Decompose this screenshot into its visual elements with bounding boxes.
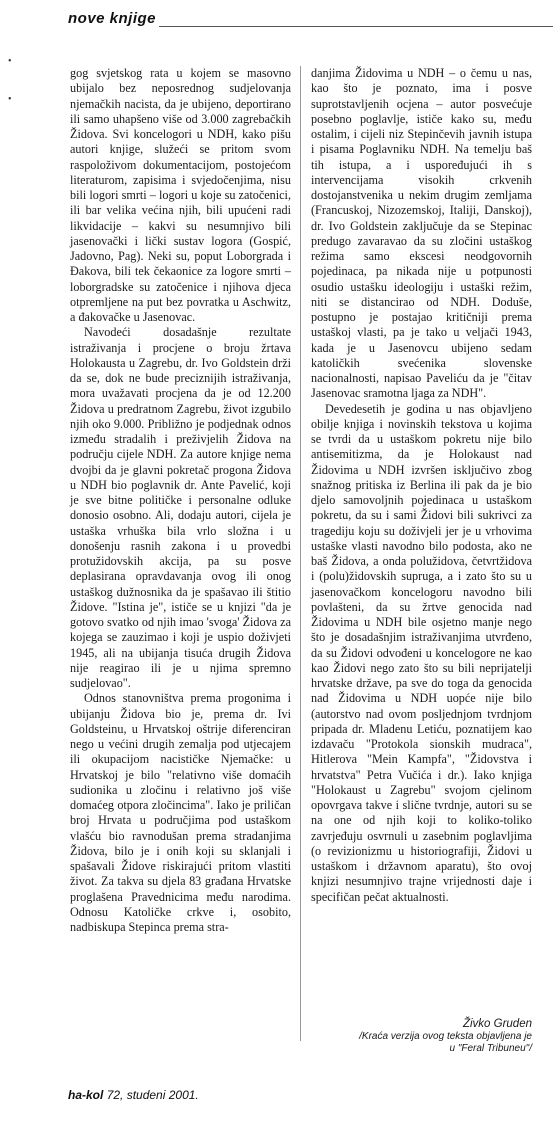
- section-title: nove knjige: [68, 10, 159, 27]
- issue-info: 72, studeni 2001.: [106, 1088, 199, 1102]
- article-paragraph: danjima Židovima u NDH – o čemu u nas, kao što je poznato, ima i posve suprotstavljenih ocjena – autor posvećuje posebno poglavlje, ističe kako su, među ostalim, i cijeli niz Stepinčevih javnih istupa i pisama Poglavniku NDH. Na temelju baš tih istupa, a i uspoređujući ih s intervencijama visokih crkvenih dostojanstvenika u nekim drugim zemljama (Francuskoj, Nizozemskoj, Italiji, Danskoj), dr. Ivo Goldstein zaključuje da se Stepinac predugo zavaravao da su zločini ustaškog režima samo ekscesi neodgovornih pojedinaca, pa nikada nije u potpunosti osudio ustašku ideologiju i ustaški režim, niti se distancirao od NDH. Doduše, postupno je postajao kritičniji prema ustaškoj vlasti, pa je tako u veljači 1943, kada je u Jasenovcu ubijeno sedam katoličkih svećenika slovenske nacionalnosti, napisao Paveliću da je "čitav Jasenovac sramotna ljaga za NDH".: [311, 66, 532, 401]
- article-paragraph: Navodeći dosadašnje rezultate istraživanja i procjene o broju žrtava Holokausta u Zagrebu, dr. Ivo Goldstein drži da se, dok ne bude preciznijih istraživanja, mora uvažavati procjena da je od 12.200 Židova u predratnom Zagrebu, život izgubilo njih oko 9.000. Približno je podjednak odnos između stradalih i preživjelih Židova na području cijele NDH. Za autore knjige nema dvojbi da je glavni pokretač progona Židova u NDH bio poglavnik dr. Ante Pavelić, koji je sve bitne političke i personalne odluke donosio osobno. Ali, dodaju autori, cijela je ustaška vrhuška bila vrlo složna i u donošenju rasnih zakona i u provedbi protužidovskih akcija, pa su posve deplasirana opravdavanja ovog ili onog ustaškog dužnosnika da je spašavao ili štitio Židove. "Istina je", ističe se u knjizi "da je gotovo svatko od njih imao 'svoga' Židova za kojega se zauzimao i koji je uspio doživjeti 1945, ali na ubijanja tisuća drugih Židova nije reagirao ili je u njima spremno sudjelovao".: [70, 325, 291, 690]
- author-name: Živko Gruden: [462, 1018, 532, 1030]
- margin-mark: •: [8, 94, 12, 105]
- article-paragraph: Odnos stanovništva prema progonima i ubijanju Židova bio je, prema dr. Ivi Goldsteinu, u Hrvatskoj oštrije diferenciran nego u većini drugih zemalja pod utjecajem ili okupacijom nacističke Njemačke: u Hrvatskoj je bilo "relativno više domaćih sudionika u zločinu i relativno još više domaćeg otpora zločincima". Iako je priličan broj Hrvata u područjima pod ustaškom vlašću bio ravnodušan prema stradanjima Židova, bilo je i onih koji su sklanjali i spašavali Židove riskirajući pritom vlastiti život. Za takva su djela 83 građana Hrvatske proglašena Pravednicima među narodima. Odnosu Katoličke crkve i, osobito, nadbiskupa Stepinca prema stra-: [70, 691, 291, 934]
- section-header: [68, 10, 553, 32]
- article-column-left: [70, 66, 291, 935]
- article-paragraph: Devedesetih je godina u nas objavljeno obilje knjiga i novinskih tekstova u kojima se tvrdi da u ustaškom pokretu nije bilo antisemitizma, da je Holokaust nad Židovima u NDH izvršen isključivo zbog snažnog pritiska iz Berlina ili pak da je bio djelo samovoljnih pojedinaca u ustaškom pokretu, da su i sami Židovi bili sukrivci za tragediju koju su doživjeli jer je u vrhovima ustaške vlasti navodno bilo podosta, ako ne baš Židova, a onda polužidova, četvrtžidova i (polu)židovskih supruga, a i zato što su u jasenovačkom koncelogoru navodno bili povlašteni, da su žrtve genocida nad Židovima u NDH bile osjetno manje nego što je dosadašnjim istraživanjima utvrđeno, da su Židovi odvođeni u koncelogore ne kao kao Židovi nego zato što su bili neprijatelji hrvatske države, pa sve do toga da genocida nad Židovima u NDH uopće nije bilo (autorstvo nad ovom posljednjom tvrdnjom pripada dr. Mladenu Letiću, poznatijem kao izdavaču "Protokola sionskih mudraca", Hitlerova "Mein Kampfa", "Židovstva i hrvatstva" Petra Vučića i dr.). Iako knjiga "Holokaust u Zagrebu" svojom cjelinom opovrgava takve i slične tvrdnje, autori su se na one od njih koji to koliko-toliko zavrjeđuju osvrnuli u zasebnim poglavljima (o revizionizmu u historiografiji, Židovi u ustaškom i državnom aparatu), što ovoj knjizi nesumnjivo trajne vrijednosti daje i specifičan pečat aktualnosti.: [311, 401, 532, 904]
- column-divider: [300, 66, 301, 1041]
- margin-mark: •: [8, 56, 12, 67]
- article-column-right: [311, 66, 532, 905]
- source-note: u "Feral Tribuneu"/: [449, 1043, 532, 1054]
- source-note: /Kraća verzija ovog teksta objavljena je: [359, 1031, 532, 1042]
- article-paragraph: gog svjetskog rata u kojem se masovno ubijalo bez neposrednog sudjelovanja njemačkih nacista, da je ubijeno, deportirano ili samo uhapšeno više od 3.000 zagrebačkih Židova. Svi koncelogori u NDH, kako pišu autori knjige, služeći se pritom svom raspoloživom dokumentacijom, postojećom literaturom, zapisima i svjedočenjima, nisu bili logori smrti – logori u koje su zatočenici, ili bar velika većina njih, bili upućeni radi likvidacije – kakvi su nesumnjivo bili jasenovački i lički sustav logora (Gospić, Jadovno, Pag). Neki su, poput Loborgrada i Đakova, bili tek čekaonice za logore smrti – loborgradske su zatočenice i njihova djeca otpremljene na put bez povratka u Aschwitz, a đakovačke u Jasenovac.: [70, 66, 291, 324]
- page-footer: [68, 1088, 199, 1102]
- publication-name: ha-kol: [68, 1088, 104, 1102]
- article-signature: [311, 1017, 532, 1055]
